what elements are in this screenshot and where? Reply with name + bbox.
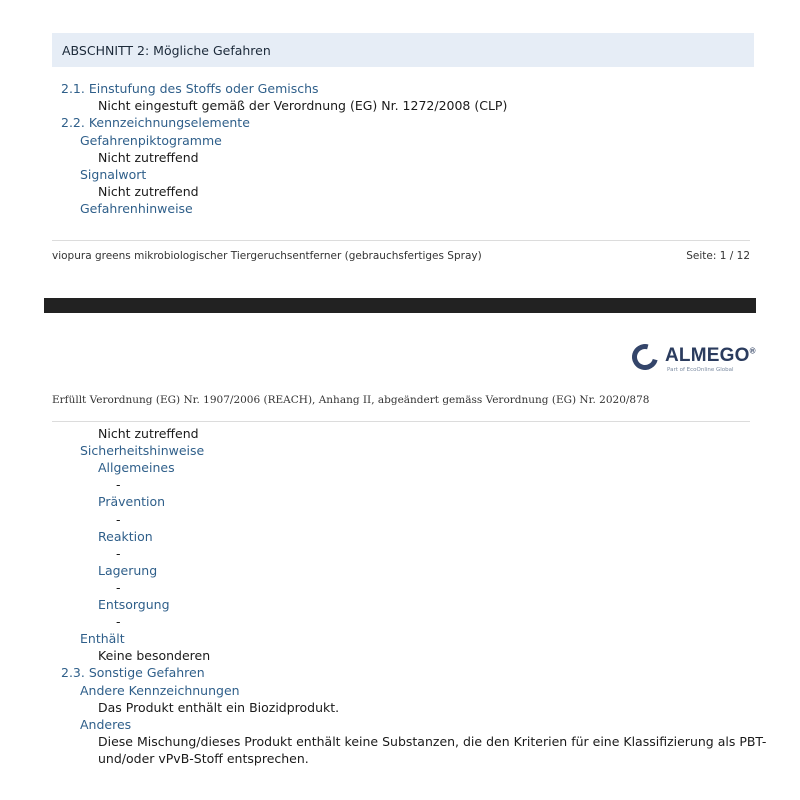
section-heading: Entsorgung <box>98 597 170 612</box>
section-header <box>52 33 754 67</box>
section-heading: Gefahrenpiktogramme <box>80 132 222 148</box>
section-heading: Andere Kennzeichnungen <box>80 682 240 698</box>
body-text: - <box>116 545 121 561</box>
body-text: - <box>116 511 121 527</box>
section-heading: Anderes <box>80 716 132 732</box>
section-heading: Allgemeines <box>98 460 175 476</box>
section-heading: Signalwort <box>80 167 147 182</box>
section-heading: Sicherheitshinweise <box>80 443 205 459</box>
logo-reg-mark: ® <box>749 346 756 356</box>
body-text: Keine besonderen <box>98 648 211 664</box>
section-heading: 2.1. Einstufung des Stoffs oder Gemischs <box>61 81 319 96</box>
section-heading: Enthält <box>80 631 125 647</box>
body-text: Nicht zutreffend <box>98 426 199 441</box>
body-text: - <box>116 477 121 493</box>
section-heading: 2.2. Kennzeichnungselemente <box>61 115 250 131</box>
body-text: Diese Mischung/dieses Produkt enthält keine Substanzen, die den Kriterien für eine Klassifizierung als PBT- <box>98 733 767 749</box>
logo-ring-icon <box>627 339 663 375</box>
section-heading: Lagerung <box>98 562 158 578</box>
logo-wordmark: ALMEGO® <box>665 345 756 366</box>
body-text: und/oder vPvB-Stoff entsprechen. <box>98 750 309 766</box>
section-heading: Gefahrenhinweise <box>80 201 193 217</box>
body-text: - <box>116 579 121 595</box>
body-text: Das Produkt enthält ein Biozidprodukt. <box>98 699 340 715</box>
body-text: Nicht eingestuft gemäß der Verordnung (EG) Nr. 1272/2008 (CLP) <box>98 98 508 114</box>
footer-page-number: Seite: 1 / 12 <box>686 250 750 262</box>
page-break-bar <box>44 298 756 313</box>
body-text: Nicht zutreffend <box>98 184 199 200</box>
body-text: Nicht zutreffend <box>98 149 199 165</box>
footer-product-name: viopura greens mikrobiologischer Tiergeruchsentferner (gebrauchsfertiges Spray) <box>52 250 482 262</box>
section-heading: 2.3. Sonstige Gefahren <box>61 665 205 681</box>
almego-logo <box>632 342 756 378</box>
regulation-line: Erfüllt Verordnung (EG) Nr. 1907/2006 (REACH), Anhang II, abgeändert gemäss Verordnung (EG) Nr. 2020/878 <box>52 394 650 406</box>
section-heading: Reaktion <box>98 528 153 544</box>
section-heading: Prävention <box>98 494 166 510</box>
logo-tagline: Part of EcoOnline Global <box>667 367 734 373</box>
footer-divider <box>52 240 750 241</box>
header-divider <box>52 421 750 422</box>
body-text: - <box>116 614 121 630</box>
section-title: ABSCHNITT 2: Mögliche Gefahren <box>62 42 271 58</box>
